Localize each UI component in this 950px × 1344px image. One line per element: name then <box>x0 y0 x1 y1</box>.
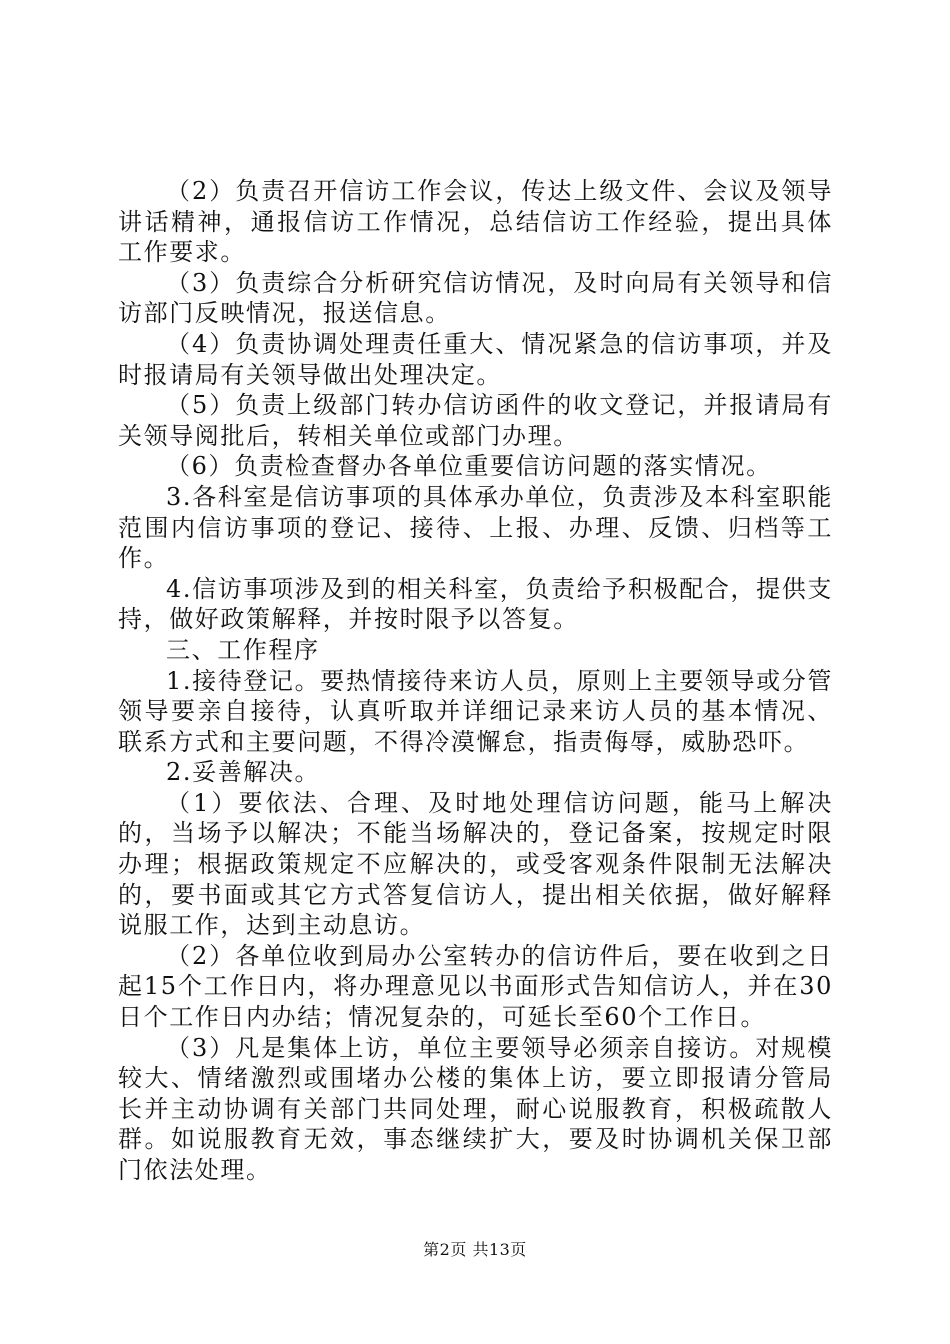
paragraph-step-2-3: （3）凡是集体上访，单位主要领导必须亲自接访。对规模较大、情绪激烈或围堵办公楼的集体上访，要立即报请分管局长并主动协调有关部门共同处理，耐心说服教育，积极疏散人群。如说服教育无效，事态继续扩大，要及时协调机关保卫部门依法处理。 <box>118 1033 833 1184</box>
paragraph-item-4: 4.信访事项涉及到的相关科室，负责给予积极配合，提供支持，做好政策解释，并按时限予以答复。 <box>118 574 833 634</box>
paragraph-step-2-1: （1）要依法、合理、及时地处理信访问题，能马上解决的，当场予以解决；不能当场解决的，登记备案，按规定时限办理；根据政策规定不应解决的，或受客观条件限制无法解决的，要书面或其它方式答复信访人，提出相关依据，做好解释说服工作，达到主动息访。 <box>118 788 833 940</box>
section-heading: 三、工作程序 <box>166 635 320 664</box>
paragraph-duty-3: （3）负责综合分析研究信访情况，及时向局有关领导和信访部门反映情况，报送信息。 <box>118 268 833 328</box>
document-body <box>118 176 833 1186</box>
paragraph-duty-6: （6）负责检查督办各单位重要信访问题的落实情况。 <box>166 452 772 481</box>
paragraph-duty-2: （2）负责召开信访工作会议，传达上级文件、会议及领导讲话精神，通报信访工作情况，总结信访工作经验，提出具体工作要求。 <box>118 177 833 267</box>
paragraph-duty-4: （4）负责协调处理责任重大、情况紧急的信访事项，并及时报请局有关领导做出处理决定。 <box>118 329 833 389</box>
paragraph-duty-5: （5）负责上级部门转办信访函件的收文登记，并报请局有关领导阅批后，转相关单位或部门办理。 <box>118 391 833 450</box>
paragraph-step-2: 2.妥善解决。 <box>166 758 321 787</box>
page-number-footer: 第2页 共13页 <box>423 1240 527 1259</box>
paragraph-step-2-2: （2）各单位收到局办公室转办的信访件后，要在收到之日起15个工作日内，将办理意见以书面形式告知信访人，并在30日个工作日内办结；情况复杂的，可延长至60个工作日。 <box>118 941 833 1032</box>
paragraph-item-3: 3.各科室是信访事项的具体承办单位，负责涉及本科室职能范围内信访事项的登记、接待、上报、办理、反馈、归档等工作。 <box>118 482 833 573</box>
paragraph-step-1: 1.接待登记。要热情接待来访人员，原则上主要领导或分管领导要亲自接待，认真听取并详细记录来访人员的基本情况、联系方式和主要问题，不得冷漠懈怠，指责侮辱，威胁恐吓。 <box>118 666 833 756</box>
